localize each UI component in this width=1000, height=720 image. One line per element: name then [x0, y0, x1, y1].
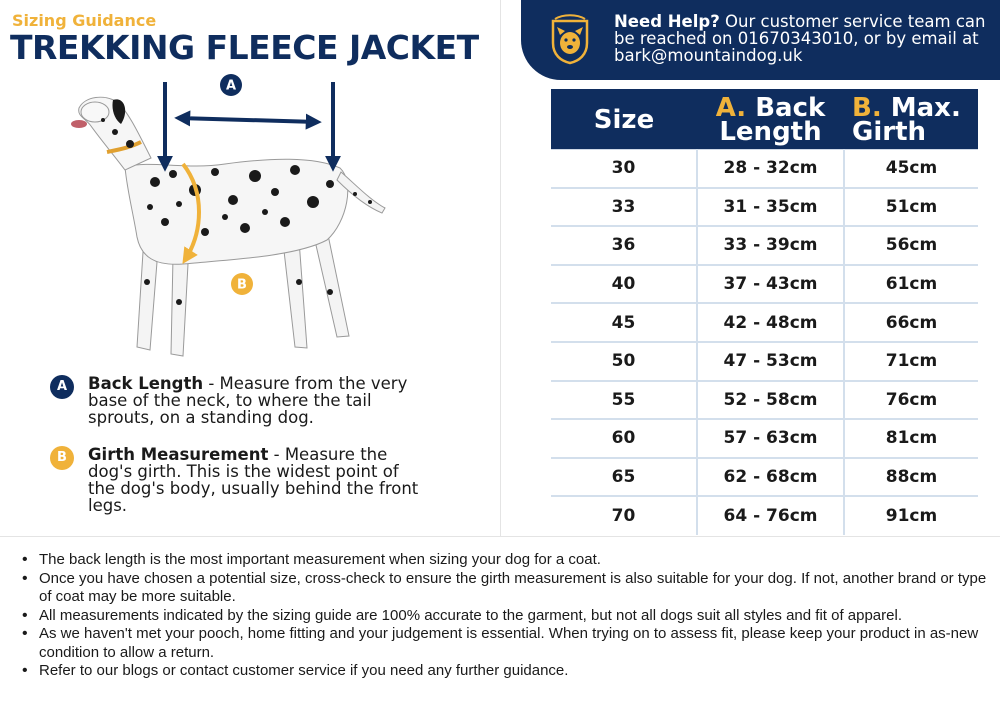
cell-back-length: 31 - 35cm [697, 188, 844, 227]
guidance-notes [20, 551, 992, 681]
legend-girth-text [88, 446, 430, 514]
cell-back-length: 52 - 58cm [697, 381, 844, 420]
cell-girth: 45cm [844, 149, 978, 188]
note-item: • All measurements indicated by the sizing guide are 100% accurate to the garment, but not all dogs suit all styles and fit of apparel. [20, 607, 992, 626]
cell-back-length: 62 - 68cm [697, 458, 844, 497]
legend-description: - Measure from the very base of the neck, to where the tail sprouts, on a standing dog. [88, 374, 408, 427]
cell-back-length: 64 - 76cm [697, 496, 844, 535]
table-header-row [551, 89, 978, 149]
svg-text:B: B [237, 277, 247, 293]
table-row [551, 496, 978, 535]
note-item: • Once you have chosen a potential size, cross-check to ensure the girth measurement is also suitable for your dog. If not, another brand or type of coat may be more suitable. [20, 570, 992, 607]
cell-size: 60 [551, 419, 697, 458]
help-text [614, 13, 994, 64]
vertical-divider [500, 0, 501, 536]
size-table [551, 89, 978, 535]
cell-girth: 66cm [844, 303, 978, 342]
note-item: • Refer to our blogs or contact customer service if you need any further guidance. [20, 662, 992, 681]
cell-girth: 71cm [844, 342, 978, 381]
dog-badge-icon [545, 13, 595, 65]
cell-back-length: 47 - 53cm [697, 342, 844, 381]
header-back-length: A. Back Length [697, 89, 844, 149]
legend-term: Back Length [88, 374, 204, 393]
legend-back-length [50, 375, 430, 426]
table-row [551, 188, 978, 227]
cell-back-length: 42 - 48cm [697, 303, 844, 342]
table-row [551, 265, 978, 304]
note-item: • The back length is the most important measurement when sizing your dog for a coat. [20, 551, 992, 570]
table-row [551, 458, 978, 497]
page-kicker: Sizing Guidance [12, 11, 157, 30]
cell-girth: 61cm [844, 265, 978, 304]
dalmatian-figure [71, 97, 385, 356]
legend-term: Girth Measurement [88, 445, 269, 464]
cell-back-length: 33 - 39cm [697, 226, 844, 265]
cell-size: 40 [551, 265, 697, 304]
horizontal-divider [0, 536, 1000, 537]
note-item: • As we haven't met your pooch, home fitting and your judgement is essential. When trying on to assess fit, please keep your product in as-new condition to allow a return. [20, 625, 992, 662]
help-contact[interactable]: Our customer service team can be reached on 01670343010, or by email at bark@mountaindog.uk [614, 12, 986, 65]
svg-text:A: A [225, 78, 237, 94]
marker-b [231, 273, 253, 295]
badge-a-icon: A [50, 375, 74, 399]
help-lead: Need Help? [614, 12, 720, 31]
back-length-arrows [165, 82, 333, 167]
cell-back-length: 37 - 43cm [697, 265, 844, 304]
marker-a [220, 74, 242, 96]
header-max-girth: B. Max. Girth [844, 89, 978, 149]
dog-measurement-illustration [55, 72, 455, 372]
table-row [551, 226, 978, 265]
table-row [551, 342, 978, 381]
table-row [551, 381, 978, 420]
badge-b-icon: B [50, 446, 74, 470]
table-row [551, 149, 978, 188]
cell-size: 70 [611, 506, 636, 527]
cell-back-length: 28 - 32cm [697, 149, 844, 188]
table-row [551, 419, 978, 458]
cell-girth: 56cm [844, 226, 978, 265]
cell-girth: 91cm [844, 496, 978, 535]
cell-size: 33 [551, 188, 697, 227]
cell-size: 36 [551, 226, 697, 265]
help-banner [521, 0, 1000, 80]
cell-size: 50 [551, 342, 697, 381]
cell-size: 55 [551, 381, 697, 420]
legend-description: - Measure the dog's girth. This is the widest point of the dog's body, usually behind the front legs. [88, 445, 419, 515]
cell-girth: 81cm [844, 419, 978, 458]
table-row [551, 303, 978, 342]
legend-girth [50, 446, 430, 514]
page-title: TREKKING FLEECE JACKET [10, 28, 479, 67]
cell-size: 30 [551, 149, 697, 188]
cell-girth: 51cm [844, 188, 978, 227]
header-size: Size [551, 89, 697, 149]
legend-back-length-text [88, 375, 430, 426]
cell-size: 45 [551, 303, 697, 342]
cell-girth: 76cm [844, 381, 978, 420]
cell-girth: 88cm [844, 458, 978, 497]
cell-back-length: 57 - 63cm [697, 419, 844, 458]
cell-size: 65 [551, 458, 697, 497]
